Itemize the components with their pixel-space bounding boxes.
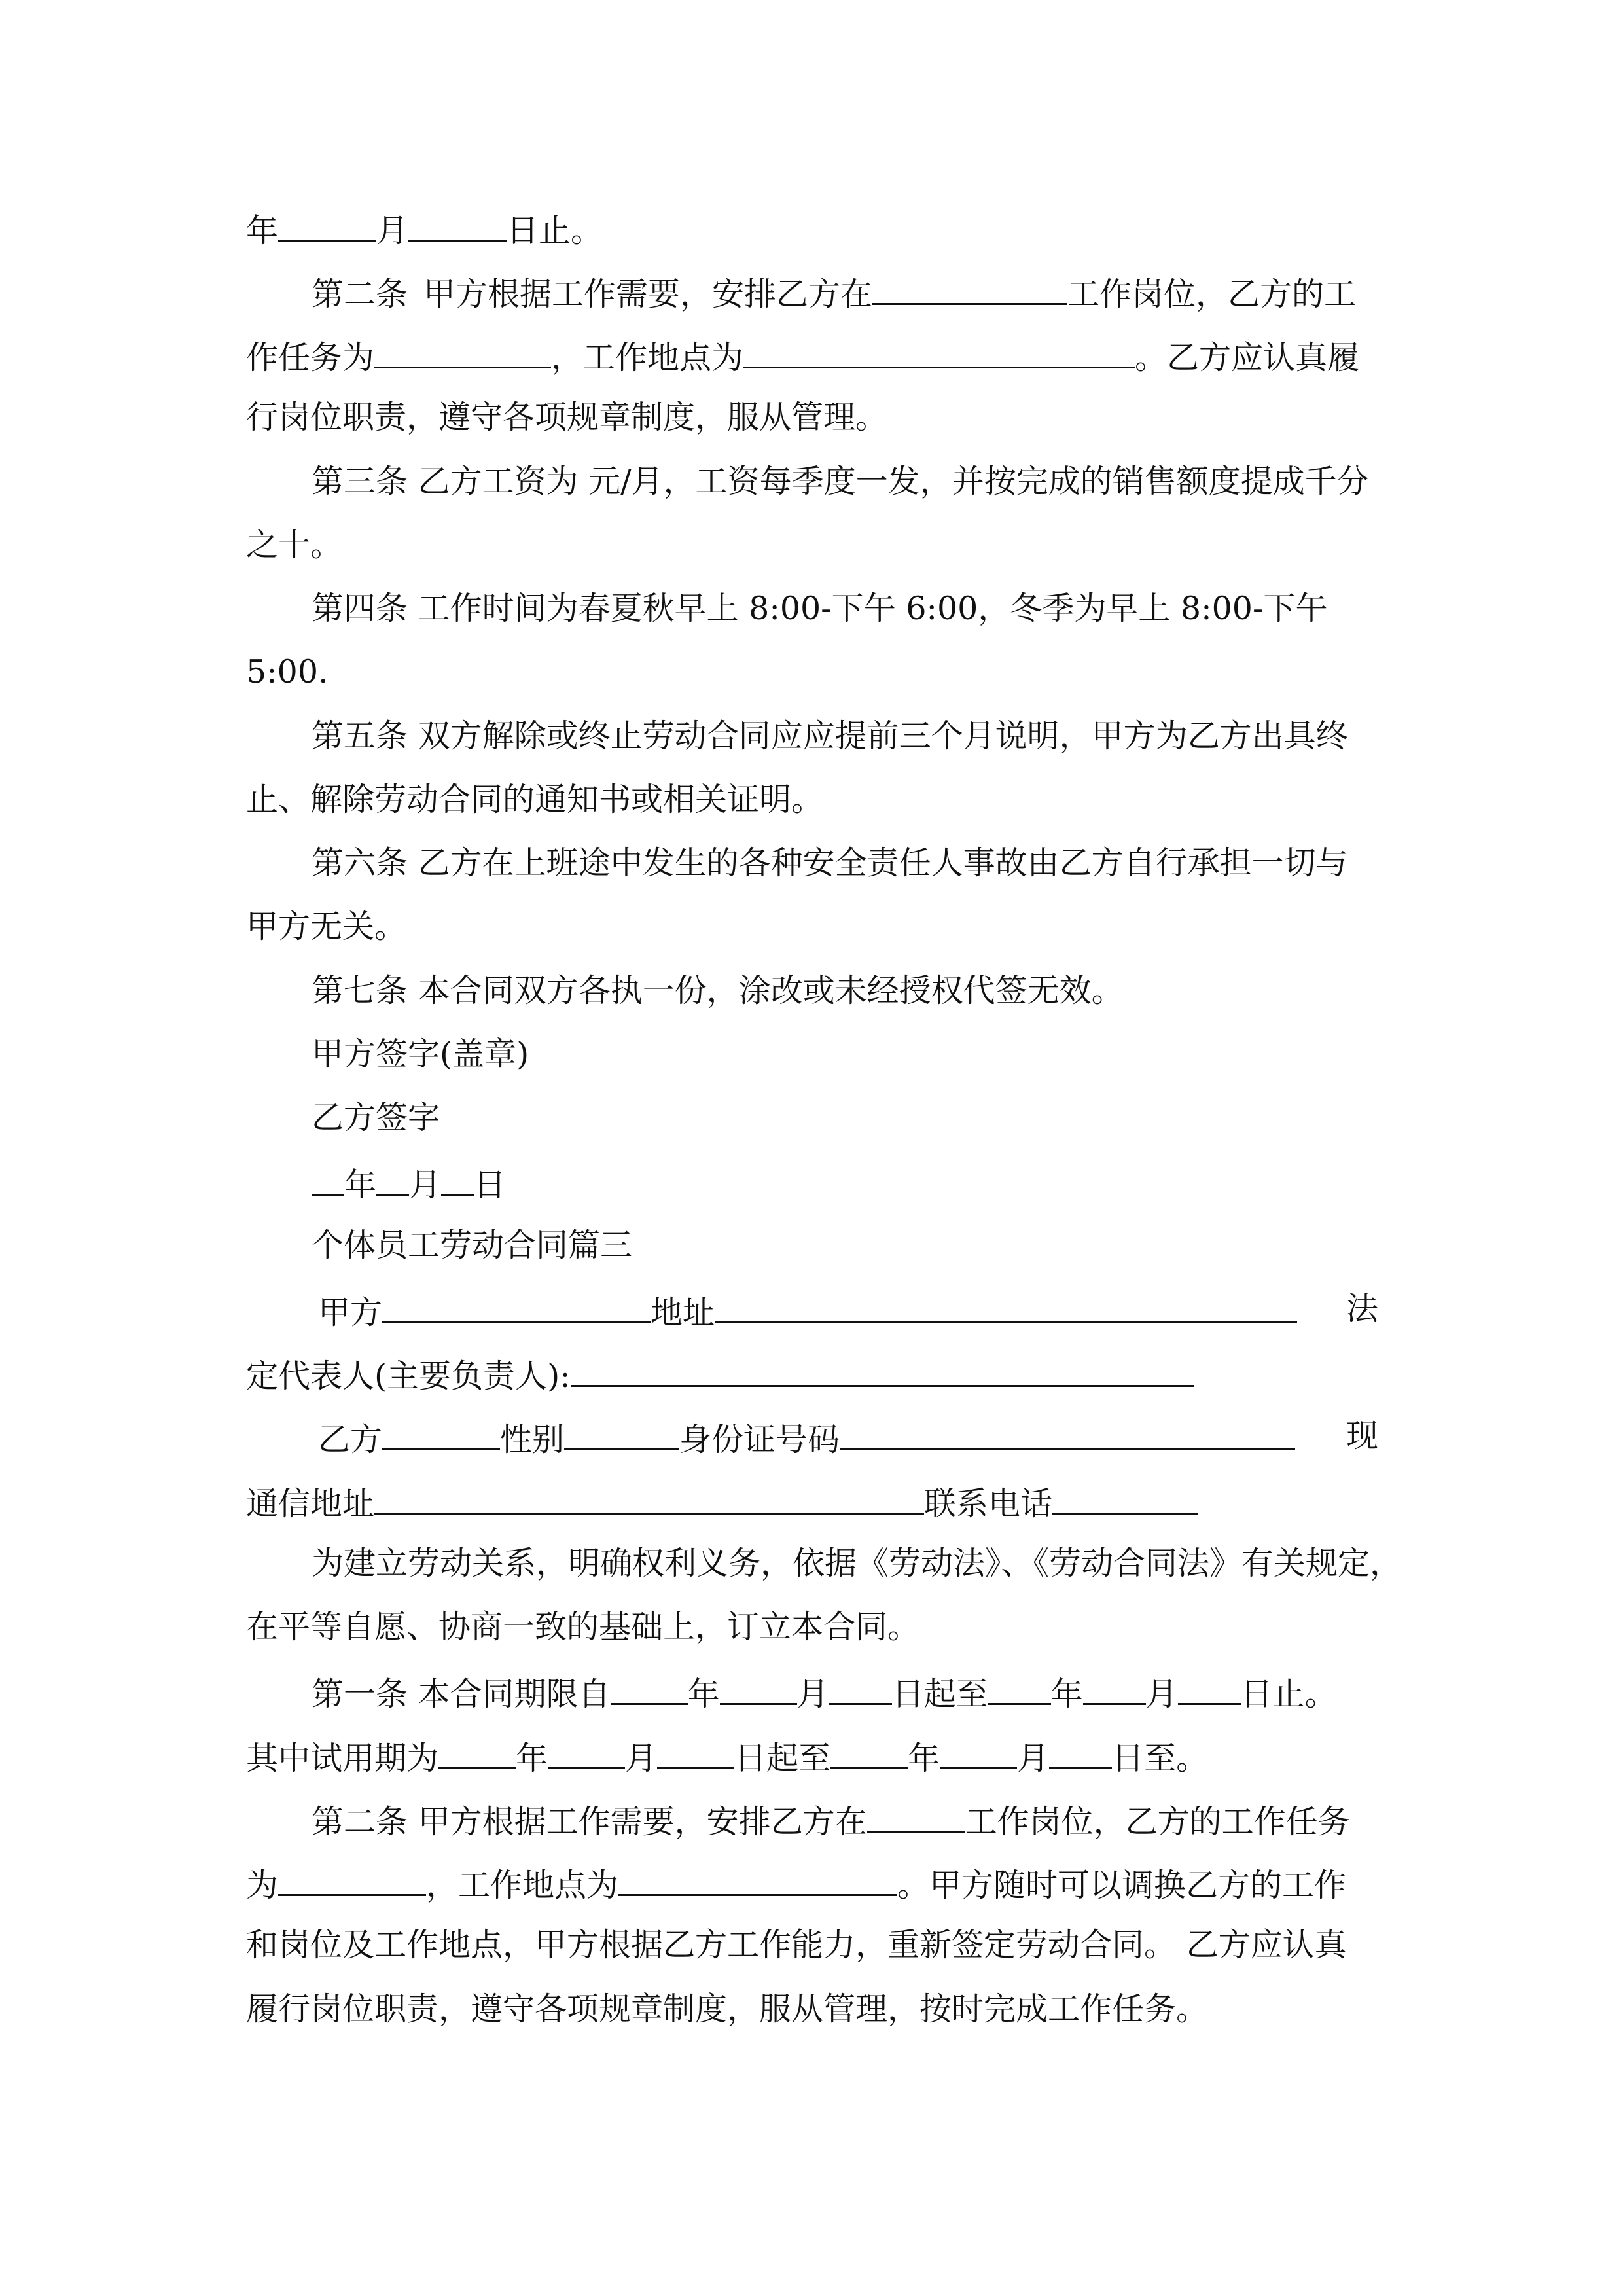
text-line: 在平等自愿、协商一致的基础上，订立本合同。 <box>246 1608 920 1645</box>
blank-field <box>441 1157 474 1196</box>
text-line <box>246 203 1378 251</box>
text: 身份证号码 <box>679 1421 840 1458</box>
article-3-line: 第三条 乙方工资为 元/月，工资每季度一发，并按完成的销售额度提成千分 <box>312 463 1369 500</box>
text: 定代表人(主要负责人): <box>246 1357 571 1395</box>
article-label: 第二条 <box>312 276 408 313</box>
text-line: 履行岗位职责，遵守各项规章制度，服从管理，按时完成工作任务。 <box>246 1990 1209 2028</box>
blank-field <box>1178 1666 1241 1705</box>
text-line <box>246 330 1378 378</box>
blank-field <box>829 1666 892 1705</box>
text: 第一条 本合同期限自 <box>312 1676 611 1713</box>
text-line: 和岗位及工作地点，甲方根据乙方工作能力，重新签定劳动合同。 乙方应认真 <box>246 1926 1347 1964</box>
text: 通信地址 <box>246 1485 375 1522</box>
text: 年 <box>1050 1676 1083 1713</box>
text: 联系电话 <box>924 1485 1053 1522</box>
blank-field <box>840 1412 1295 1450</box>
text: 工作岗位，乙方的工 <box>1067 276 1357 313</box>
article-2-line <box>312 266 1378 315</box>
blank-field <box>278 203 376 242</box>
text: 月 <box>1017 1740 1050 1777</box>
blank-field <box>408 203 507 242</box>
blank-field <box>374 1476 924 1515</box>
article-2b-line <box>312 1794 1378 1842</box>
text-line <box>246 1731 1378 1779</box>
blank-field <box>988 1666 1051 1705</box>
text-line: 甲方无关。 <box>246 908 407 945</box>
blank-field <box>1083 1666 1146 1705</box>
blank-field <box>867 1794 965 1833</box>
blank-field <box>715 1285 1297 1323</box>
text: 日起至 <box>734 1740 831 1777</box>
blank-field <box>1052 1476 1198 1515</box>
blank-field <box>382 1285 651 1323</box>
text: 为 <box>246 1867 279 1904</box>
blank-field <box>743 330 1135 368</box>
article-7-line: 第七条 本合同双方各执一份，涂改或未经授权代签无效。 <box>312 972 1124 1009</box>
text: 日至。 <box>1112 1740 1209 1777</box>
blank-field <box>830 1731 908 1769</box>
blank-field <box>382 1412 500 1450</box>
text: 日 <box>474 1166 507 1204</box>
text: 月 <box>796 1676 829 1713</box>
blank-field <box>374 330 551 368</box>
text: 日起至 <box>891 1676 988 1713</box>
blank-field <box>376 1157 409 1196</box>
text <box>312 266 1356 315</box>
text: 月 <box>1145 1676 1178 1713</box>
text-line: 止、解除劳动合同的通知书或相关证明。 <box>246 781 824 818</box>
blank-field <box>618 1857 897 1896</box>
text: 月 <box>376 212 409 249</box>
text: 乙方 <box>318 1421 383 1458</box>
blank-field <box>548 1731 625 1769</box>
text: 月 <box>409 1166 442 1204</box>
blank-field <box>720 1666 797 1705</box>
text-line <box>246 1857 1378 1906</box>
text-line: 5:00. <box>246 653 329 691</box>
blank-field <box>438 1731 516 1769</box>
blank-field <box>940 1731 1017 1769</box>
blank-field <box>1049 1731 1112 1769</box>
preamble-line: 为建立劳动关系，明确权利义务，依据《劳动法》、《劳动合同法》有关规定， <box>312 1545 1402 1582</box>
blank-field <box>312 1157 344 1196</box>
text-line: 之十。 <box>246 526 343 564</box>
text: ，工作地点为 <box>551 339 744 376</box>
text: ，工作地点为 <box>426 1867 619 1904</box>
blank-field <box>278 1857 426 1896</box>
text: 甲方根据工作需要，安排乙方在 <box>423 276 873 313</box>
party-a-signature: 甲方签字(盖章) <box>312 1035 529 1073</box>
blank-field <box>657 1731 734 1769</box>
text: 日止。 <box>507 212 603 249</box>
section-title: 个体员工劳动合同篇三 <box>312 1227 633 1264</box>
text: 地址 <box>651 1294 715 1331</box>
article-6-line: 第六条 乙方在上班途中发生的各种安全责任人事故由乙方自行承担一切与 <box>312 844 1348 882</box>
blank-field <box>571 1348 1194 1387</box>
text-line: 行岗位职责，遵守各项规章制度，服从管理。 <box>246 399 888 436</box>
text: 甲方 <box>318 1294 383 1331</box>
party-a-line <box>318 1285 1378 1333</box>
blank-field <box>611 1666 688 1705</box>
text-line <box>246 1476 1378 1524</box>
party-b-line <box>318 1412 1378 1460</box>
text: 年 <box>344 1166 377 1204</box>
article-4-line: 第四条 工作时间为春夏秋早上 8:00-下午 6:00，冬季为早上 8:00-下午 <box>312 590 1328 627</box>
text: 年 <box>516 1740 548 1777</box>
article-1-line <box>312 1666 1378 1715</box>
text: 作任务为 <box>246 339 375 376</box>
text: 第二条 甲方根据工作需要，安排乙方在 <box>312 1803 867 1840</box>
text: 月 <box>625 1740 658 1777</box>
text: 年 <box>908 1740 940 1777</box>
party-b-signature: 乙方签字 <box>312 1099 440 1136</box>
signature-date <box>312 1157 1378 1206</box>
text: 日止。 <box>1240 1676 1337 1713</box>
blank-field <box>872 266 1067 305</box>
article-5-line: 第五条 双方解除或终止劳动合同应应提前三个月说明，甲方为乙方出具终 <box>312 717 1348 755</box>
text: 性别 <box>500 1421 565 1458</box>
text: 法 <box>1346 1290 1378 1327</box>
text: 现 <box>1346 1417 1378 1454</box>
text: 年 <box>246 212 279 249</box>
text-line <box>246 1348 1378 1397</box>
text: 。乙方应认真履 <box>1135 339 1360 376</box>
text: 工作岗位，乙方的工作任务 <box>965 1803 1350 1840</box>
blank-field <box>564 1412 679 1450</box>
text: 其中试用期为 <box>246 1740 439 1777</box>
text: 。甲方随时可以调换乙方的工作 <box>897 1867 1347 1904</box>
text: 年 <box>687 1676 720 1713</box>
